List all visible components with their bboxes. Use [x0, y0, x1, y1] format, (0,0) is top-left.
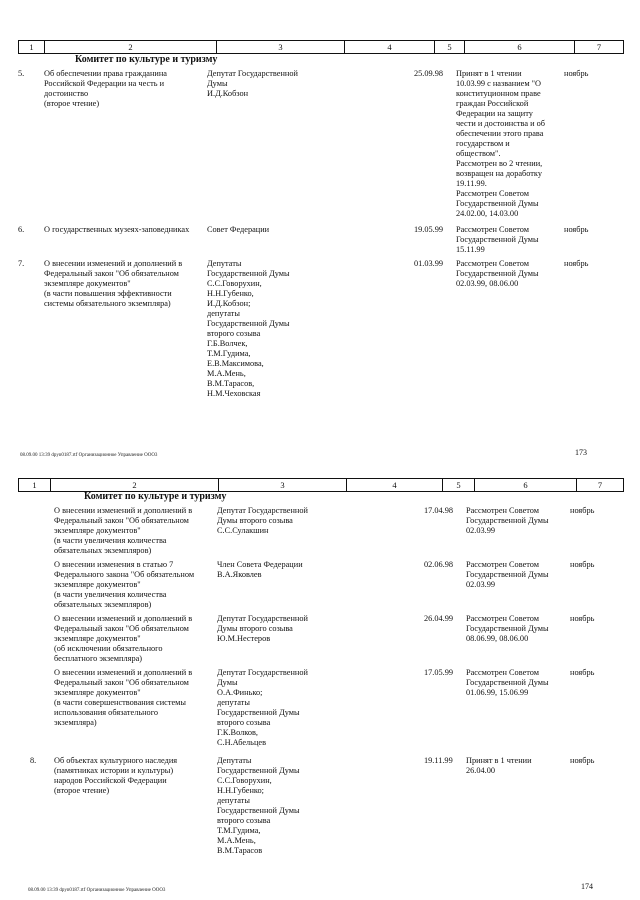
row-number: 8.	[30, 756, 37, 765]
bill-status: Рассмотрен Советом Государственной Думы 08.06.99, 08.06.00	[466, 614, 549, 643]
plan-month: ноябрь	[570, 506, 595, 515]
page-footer: 08.09.00 13:39 dpyn0187.rtf Организационное Управление ООО3	[28, 888, 166, 893]
plan-month: ноябрь	[564, 225, 589, 234]
bill-date: 17.05.99	[424, 668, 454, 677]
col-header: 4	[347, 479, 443, 491]
bill-author: Депутаты Государственной Думы С.С.Говорухин, Н.Н.Губенко; депутаты Государственной Думы второго созыва Т.М.Гудима, М.А.Мень, В.М.Тарасов	[217, 756, 300, 855]
bill-title: О внесении изменения в статью 7 Федерального закона "Об обязательном экземпляре документов" (в части увеличения количества обязательных экземпляров)	[54, 560, 195, 609]
bill-status: Рассмотрен Советом Государственной Думы 15.11.99	[456, 225, 539, 254]
plan-month: ноябрь	[570, 614, 595, 623]
plan-month: ноябрь	[564, 259, 589, 268]
bill-title: О государственных музеях-заповедниках	[44, 225, 190, 234]
bill-title: О внесении изменений и дополнений в Федеральный закон "Об обязательном экземпляре документов" (в части увеличения количества обязательных экземпляров)	[54, 506, 193, 555]
plan-month: ноябрь	[570, 668, 595, 677]
bill-author: Депутат Государственной Думы второго созыва Ю.М.Нестеров	[217, 614, 308, 643]
bill-status: Рассмотрен Советом Государственной Думы 02.03.99	[466, 560, 549, 589]
page-number: 174	[581, 882, 593, 891]
col-header: 1	[19, 479, 51, 491]
page-number: 173	[575, 448, 587, 457]
bill-date: 26.04.99	[424, 614, 454, 623]
bill-title: О внесении изменений и дополнений в Федеральный закон "Об обязательном экземпляре документов" (в части совершенствования системы использования обязательного экземпляра)	[54, 668, 193, 727]
bill-author: Совет Федерации	[207, 225, 270, 234]
bill-status: Рассмотрен Советом Государственной Думы 02.03.99, 08.06.00	[456, 259, 539, 288]
bill-title: Об объектах культурного наследия (памятниках истории и культуры) народов Российской Федерации (второе чтение)	[54, 756, 178, 795]
col-header: 2	[45, 41, 217, 53]
col-header: 7	[596, 42, 602, 52]
bill-status: Принят в 1 чтении 10.03.99 с названием "О конституционном праве граждан Российской Федерации на защиту чести и достоинства и об обеспечении этого права государством и обществом". Рассмотрен во 2 чтении, возвращен на доработку 19.11.99. Рассмотрен Советом Государственной Думы 24.02.00, 14.03.00	[456, 69, 545, 218]
table-header-2	[18, 478, 624, 492]
bill-date: 25.09.98	[414, 69, 444, 78]
row-number: 5.	[18, 69, 25, 78]
bill-status: Рассмотрен Советом Государственной Думы 02.03.99	[466, 506, 549, 535]
bill-author: Депутат Государственной Думы О.А.Финько; депутаты Государственной Думы второго созыва Г.К.Волков, С.Н.Абельцев	[217, 668, 308, 747]
bill-author: Депутаты Государственной Думы С.С.Говорухин, Н.Н.Губенко, И.Д.Кобзон; депутаты Государственной Думы второго созыва Г.Б.Волчек, Т.М.Гудима, Е.В.Максимова, М.А.Мень, В.М.Тарасов, Н.М.Чеховская	[207, 259, 290, 398]
col-header: 5	[435, 41, 465, 53]
bill-date: 19.05.99	[414, 225, 444, 234]
section-title: Комитет по культуре и туризму	[84, 491, 227, 502]
bill-date: 02.06.98	[424, 560, 454, 569]
bill-date: 01.03.99	[414, 259, 444, 268]
bill-date: 19.11.99	[424, 756, 453, 765]
plan-month: ноябрь	[570, 756, 595, 765]
row-number: 6.	[18, 225, 25, 234]
bill-title: О внесении изменений и дополнений в Федеральный закон "Об обязательном экземпляре документов" (об исключении обязательного бесплатного экземпляра)	[54, 614, 193, 663]
table-header-1	[18, 40, 624, 54]
col-header: 2	[51, 479, 219, 491]
bill-title: О внесении изменений и дополнений в Федеральный закон "Об обязательном экземпляре документов" (в части повышения эффективности системы обязательного экземпляра)	[44, 259, 183, 308]
plan-month: ноябрь	[570, 560, 595, 569]
col-header: 1	[19, 41, 45, 53]
bill-date: 17.04.98	[424, 506, 454, 515]
col-header: 7	[597, 480, 603, 490]
bill-author: Член Совета Федерации В.А.Яковлев	[217, 560, 303, 579]
col-header: 6	[465, 41, 575, 53]
col-header: 3	[219, 479, 347, 491]
bill-title: Об обеспечении права гражданина Российской Федерации на честь и достоинство (второе чтение)	[44, 69, 167, 108]
page-footer: 08.09.00 13:39 dpyn0187.rtf Организационное Управление ООО3	[20, 453, 158, 458]
col-header: 4	[345, 41, 435, 53]
col-header: 5	[443, 479, 475, 491]
col-header: 6	[475, 479, 577, 491]
section-title: Комитет по культуре и туризму	[75, 54, 218, 65]
bill-author: Депутат Государственной Думы И.Д.Кобзон	[207, 69, 298, 98]
bill-status: Принят в 1 чтении 26.04.00	[466, 756, 532, 775]
row-number: 7.	[18, 259, 25, 268]
bill-author: Депутат Государственной Думы второго созыва С.С.Сулакшин	[217, 506, 308, 535]
bill-status: Рассмотрен Советом Государственной Думы 01.06.99, 15.06.99	[466, 668, 549, 697]
col-header: 3	[217, 41, 345, 53]
plan-month: ноябрь	[564, 69, 589, 78]
